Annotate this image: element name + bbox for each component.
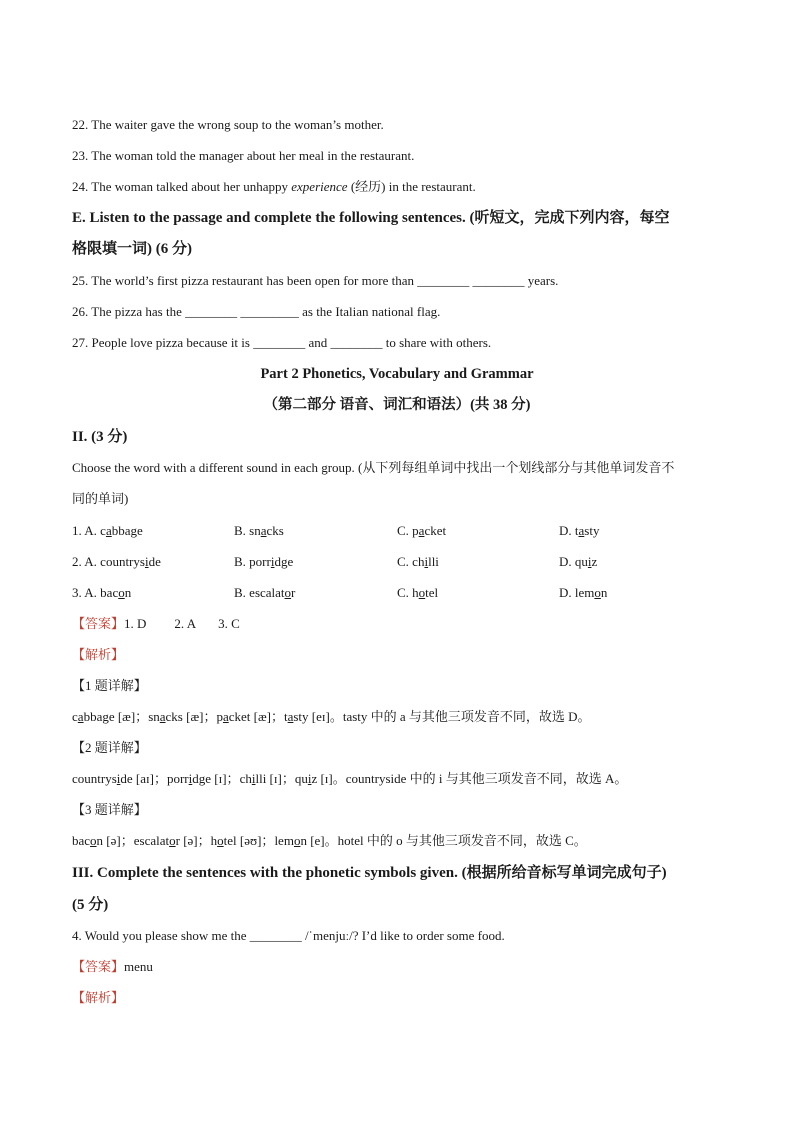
question-25: 25. The world’s first pizza restaurant has been open for more than ________ ________ years. — [72, 273, 559, 288]
detail-1-text: cabbage [æ]；snacks [æ]；packet [æ]；tasty [eɪ]。tasty 中的 a 与其他三项发音不同，故选 D。 — [72, 709, 591, 724]
option-2a: 2. A. countryside — [72, 554, 161, 569]
detail-3-tag: 【3 题详解】 — [72, 802, 147, 817]
option-2c: C. chilli — [397, 554, 439, 569]
answer-1: 1. D — [124, 616, 147, 631]
answer-3: 3. C — [218, 616, 240, 631]
option-1d: D. tasty — [559, 523, 600, 538]
part2-title: Part 2 Phonetics, Vocabulary and Grammar — [260, 366, 534, 382]
analysis-4-tag: 【解析】 — [72, 990, 125, 1005]
question-26: 26. The pizza has the ________ _________ as the Italian national flag. — [72, 304, 441, 319]
answer-line — [72, 616, 240, 632]
option-3a: 3. A. bacon — [72, 585, 132, 600]
section-ii-instruction-line1: Choose the word with a different sound in each group. (从下列每组单词中找出一个划线部分与其他单词发音不 — [72, 460, 675, 475]
answer-tag: 【答案】 — [72, 616, 125, 631]
part2-subtitle: （第二部分 语音、词汇和语法）(共 38 分) — [263, 397, 531, 413]
option-3d: D. lemon — [559, 585, 608, 600]
statement-24-emphasis: experience — [291, 179, 348, 194]
option-3b: B. escalator — [234, 585, 296, 600]
question-27: 27. People love pizza because it is ________ and ________ to share with others. — [72, 335, 492, 350]
section-iii-heading-line2: (5 分) — [72, 897, 109, 913]
option-2d: D. quiz — [559, 554, 598, 569]
analysis-tag: 【解析】 — [72, 647, 125, 662]
option-1a: 1. A. cabbage — [72, 523, 143, 538]
detail-3-text: bacon [ə]；escalator [ə]；hotel [əʊ]；lemon [e]。hotel 中的 o 与其他三项发音不同，故选 C。 — [72, 833, 587, 848]
statement-24 — [72, 179, 476, 195]
option-2b: B. porridge — [234, 554, 294, 569]
question-4: 4. Would you please show me the ________ /ˈmenjuː/? I’d like to order some food. — [72, 928, 505, 943]
section-e-heading-line2: 格限填一词) (6 分) — [72, 241, 192, 257]
statement-24-pre: 24. The woman talked about her unhappy — [72, 179, 292, 194]
statement-24-post: (经历) in the restaurant. — [347, 179, 476, 194]
option-1b: B. snacks — [234, 523, 284, 538]
detail-1-tag: 【1 题详解】 — [72, 678, 147, 693]
section-ii-instruction-line2: 同的单词) — [72, 491, 129, 506]
option-3c: C. hotel — [397, 585, 439, 600]
statement-23: 23. The woman told the manager about her meal in the restaurant. — [72, 148, 415, 163]
answer-2: 2. A — [174, 616, 197, 631]
section-e-heading-line1: E. Listen to the passage and complete the following sentences. (听短文，完成下列内容，每空 — [72, 210, 670, 226]
statement-22: 22. The waiter gave the wrong soup to the woman’s mother. — [72, 117, 384, 132]
detail-2-text: countryside [aɪ]；porridge [ɪ]；chilli [ɪ]；quiz [ɪ]。countryside 中的 i 与其他三项发音不同，故选 A。 — [72, 771, 628, 786]
option-1c: C. packet — [397, 523, 447, 538]
answer-4: menu — [124, 959, 153, 974]
section-ii-heading: II. (3 分) — [72, 429, 128, 445]
answer-4-tag: 【答案】 — [72, 959, 125, 974]
detail-2-tag: 【2 题详解】 — [72, 740, 147, 755]
section-iii-heading-line1: III. Complete the sentences with the phonetic symbols given. (根据所给音标写单词完成句子) — [72, 865, 667, 881]
answer-4-line — [72, 959, 153, 975]
